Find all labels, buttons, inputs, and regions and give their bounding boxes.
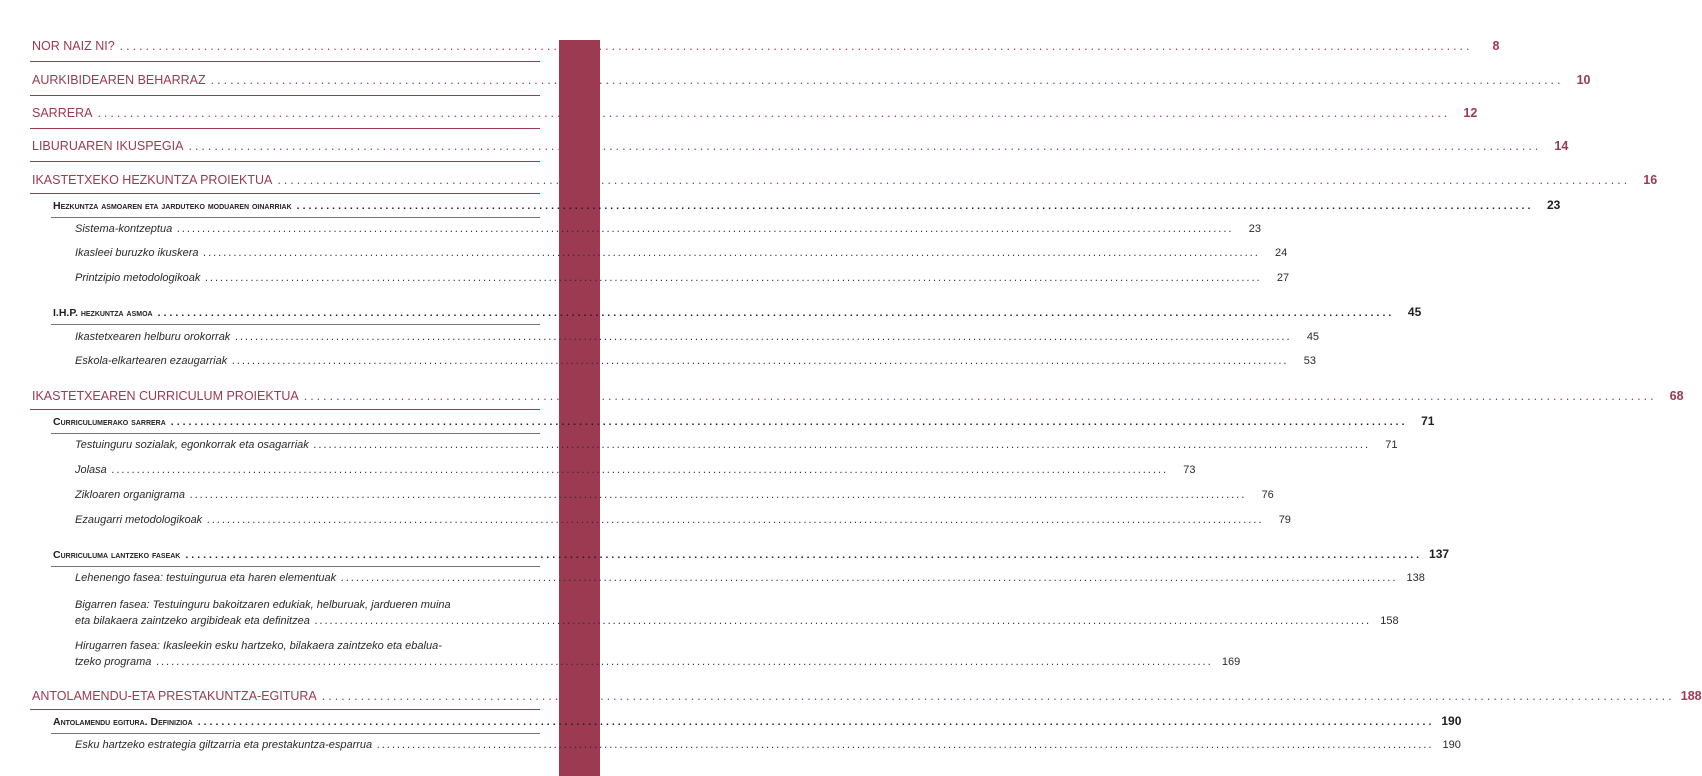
toc-item[interactable] — [75, 464, 1196, 476]
toc-leader-dots: ................................................................................................................................................................................................................. — [277, 173, 1631, 187]
section-divider — [30, 709, 540, 710]
toc-entry-page: 71 — [1385, 439, 1398, 451]
toc-subentry[interactable] — [53, 547, 1450, 561]
toc-entry-title: Lehenengo fasea: testuingurua eta haren elementuak — [75, 572, 337, 584]
toc-entry-page: 138 — [1406, 572, 1425, 584]
toc-entry-title-line — [75, 638, 540, 654]
toc-entry-title: Ikastetxearen helburu orokorrak — [75, 331, 231, 343]
toc-entry-title-line — [75, 613, 1399, 629]
toc-entry-page: 24 — [1275, 247, 1288, 259]
toc-entry-page: 14 — [1554, 139, 1569, 153]
toc-entry-title: IKASTETXEAREN CURRICULUM PROIEKTUA — [32, 389, 299, 403]
section-divider — [30, 61, 540, 62]
toc-entry-title: ANTOLAMENDU-ETA PRESTAKUNTZA-EGITURA — [32, 689, 317, 703]
toc-entry-page: 53 — [1303, 355, 1316, 367]
toc-leader-dots: ................................................................................................................................................................................................................. — [97, 106, 1451, 120]
section-divider — [30, 193, 540, 194]
toc-leader-dots: ................................................................................................................................................................................................................. — [303, 389, 1657, 403]
toc-item[interactable] — [75, 638, 1241, 670]
toc-entry-title: Antolamendu egitura. Definizioa — [53, 716, 193, 728]
toc-entry-title: Curriculumerako sarrera — [53, 416, 166, 428]
subsection-divider — [51, 433, 540, 434]
toc-entry-page: 8 — [1492, 39, 1500, 53]
toc-leader-dots: ................................................................................................................................................................................................................. — [119, 39, 1473, 53]
toc-item[interactable] — [75, 597, 1399, 629]
toc-entry-page: 169 — [1221, 656, 1241, 668]
toc-entry-title: tzeko programa — [75, 656, 152, 668]
toc-entry-page: 23 — [1547, 198, 1561, 212]
toc-entry[interactable] — [32, 139, 1569, 153]
toc-entry-title: Testuinguru sozialak, egonkorrak eta osagarriak — [75, 439, 309, 451]
section-divider — [30, 95, 540, 96]
toc-leader-dots: ................................................................................................................................................................................................................. — [177, 223, 1234, 235]
toc-item[interactable] — [75, 223, 1261, 235]
toc-entry-title: IKASTETXEKO HEZKUNTZA PROIEKTUA — [32, 173, 273, 187]
toc-leader-dots: ................................................................................................................................................................................................................. — [377, 739, 1434, 751]
toc-item[interactable] — [75, 514, 1291, 526]
toc-leader-dots: ................................................................................................................................................................................................................. — [232, 355, 1289, 367]
toc-subentry[interactable] — [53, 198, 1561, 212]
subsection-divider — [51, 566, 540, 567]
toc-entry[interactable] — [32, 689, 1702, 703]
toc-entry-title: Bigarren fasea: Testuinguru bakoitzaren edukiak, helburuak, jardueren muina — [75, 599, 451, 611]
toc-leader-dots: ................................................................................................................................................................................................................. — [296, 200, 1534, 212]
toc-entry-title: LIBURUAREN IKUSPEGIA — [32, 139, 184, 153]
toc-item[interactable] — [75, 272, 1290, 284]
section-divider — [30, 128, 540, 129]
toc-item[interactable] — [75, 489, 1274, 501]
toc-item[interactable] — [75, 572, 1425, 584]
toc-entry-page: 71 — [1421, 414, 1435, 428]
toc-leader-dots: ................................................................................................................................................................................................................. — [188, 139, 1542, 153]
subsection-divider — [51, 324, 540, 325]
toc-leader-dots: ................................................................................................................................................................................................................. — [157, 307, 1395, 319]
toc-entry-page: 137 — [1429, 547, 1450, 561]
toc-entry-title: SARRERA — [32, 106, 93, 120]
toc-entry-title: eta bilakaera zaintzeko argibideak eta definitzea — [75, 615, 310, 627]
toc-leader-dots: ................................................................................................................................................................................................................. — [203, 247, 1261, 259]
toc-leader-dots: ................................................................................................................................................................................................................. — [314, 615, 1372, 627]
toc-entry-page: 76 — [1261, 489, 1274, 501]
toc-entry-page: 10 — [1576, 73, 1591, 87]
section-divider — [30, 409, 540, 410]
toc-subentry[interactable] — [53, 714, 1462, 728]
toc-entry-page: 79 — [1278, 514, 1291, 526]
toc-item[interactable] — [75, 439, 1398, 451]
toc-entry-title: I.H.P. hezkuntza asmoa — [53, 307, 153, 319]
toc-leader-dots: ................................................................................................................................................................................................................. — [185, 549, 1423, 561]
toc-entry-title: Sistema-kontzeptua — [75, 223, 173, 235]
toc-entry-page: 190 — [1441, 714, 1462, 728]
toc-entry-page: 158 — [1380, 615, 1399, 627]
toc-entry-page: 188 — [1680, 689, 1702, 703]
toc-entry[interactable] — [32, 173, 1658, 187]
toc-entry-page: 45 — [1306, 331, 1320, 343]
toc-item[interactable] — [75, 247, 1288, 259]
toc-entry-title: Printzipio metodologikoak — [75, 272, 201, 284]
toc-leader-dots: ................................................................................................................................................................................................................. — [210, 73, 1564, 87]
subsection-divider — [51, 217, 540, 218]
toc-entry-title-line — [75, 597, 540, 613]
toc-subentry[interactable] — [53, 305, 1422, 319]
toc-entry[interactable] — [32, 39, 1500, 53]
toc-item[interactable] — [75, 355, 1316, 367]
toc-entry-page: 23 — [1248, 223, 1261, 235]
toc-leader-dots: ................................................................................................................................................................................................................. — [190, 489, 1247, 501]
toc-entry-title: Esku hartzeko estrategia giltzarria eta prestakuntza-esparrua — [75, 739, 373, 751]
toc-leader-dots: ................................................................................................................................................................................................................. — [197, 716, 1435, 728]
toc-entry-page: 27 — [1276, 272, 1290, 284]
toc-entry-title: NOR NAIZ NI? — [32, 39, 115, 53]
toc-leader-dots: ................................................................................................................................................................................................................. — [156, 656, 1214, 668]
toc-leader-dots: ................................................................................................................................................................................................................. — [111, 464, 1169, 476]
toc-entry-title: Zikloaren organigrama — [75, 489, 186, 501]
subsection-divider — [51, 733, 540, 734]
toc-entry-page: 68 — [1669, 389, 1684, 403]
toc-entry-page: 73 — [1183, 464, 1196, 476]
toc-entry[interactable] — [32, 106, 1478, 120]
toc-entry[interactable] — [32, 389, 1684, 403]
toc-subentry[interactable] — [53, 414, 1435, 428]
section-divider — [30, 161, 540, 162]
toc-leader-dots: ................................................................................................................................................................................................................. — [235, 331, 1293, 343]
toc-entry-page: 190 — [1442, 739, 1461, 751]
toc-entry-title: Ezaugarri metodologikoak — [75, 514, 203, 526]
toc-leader-dots: ................................................................................................................................................................................................................. — [170, 416, 1408, 428]
toc-entry-title: AURKIBIDEAREN BEHARRAZ — [32, 73, 206, 87]
toc-leader-dots: ................................................................................................................................................................................................................. — [321, 689, 1675, 703]
toc-entry-page: 45 — [1407, 305, 1422, 319]
toc-entry-title: Jolasa — [75, 464, 107, 476]
toc-entry-title: Eskola-elkartearen ezaugarriak — [75, 355, 228, 367]
toc-entry-title: Ikasleei buruzko ikuskera — [75, 247, 199, 259]
toc-entry-page: 16 — [1643, 173, 1658, 187]
toc-leader-dots: ................................................................................................................................................................................................................. — [341, 572, 1398, 584]
toc-leader-dots: ................................................................................................................................................................................................................. — [313, 439, 1371, 451]
toc-item[interactable] — [75, 331, 1320, 343]
toc-leader-dots: ................................................................................................................................................................................................................. — [207, 514, 1264, 526]
toc-entry-title-line — [75, 654, 1241, 670]
toc-leader-dots: ................................................................................................................................................................................................................. — [205, 272, 1263, 284]
toc-entry[interactable] — [32, 73, 1591, 87]
toc-entry-title: Hezkuntza asmoaren eta jarduteko moduaren oinarriak — [53, 200, 292, 212]
toc-item[interactable] — [75, 739, 1461, 751]
toc-entry-title: Curriculuma lantzeko faseak — [53, 549, 181, 561]
toc-entry-title: Hirugarren fasea: Ikasleekin esku hartzeko, bilakaera zaintzeko eta ebalua- — [75, 640, 442, 652]
toc-entry-page: 12 — [1463, 106, 1478, 120]
